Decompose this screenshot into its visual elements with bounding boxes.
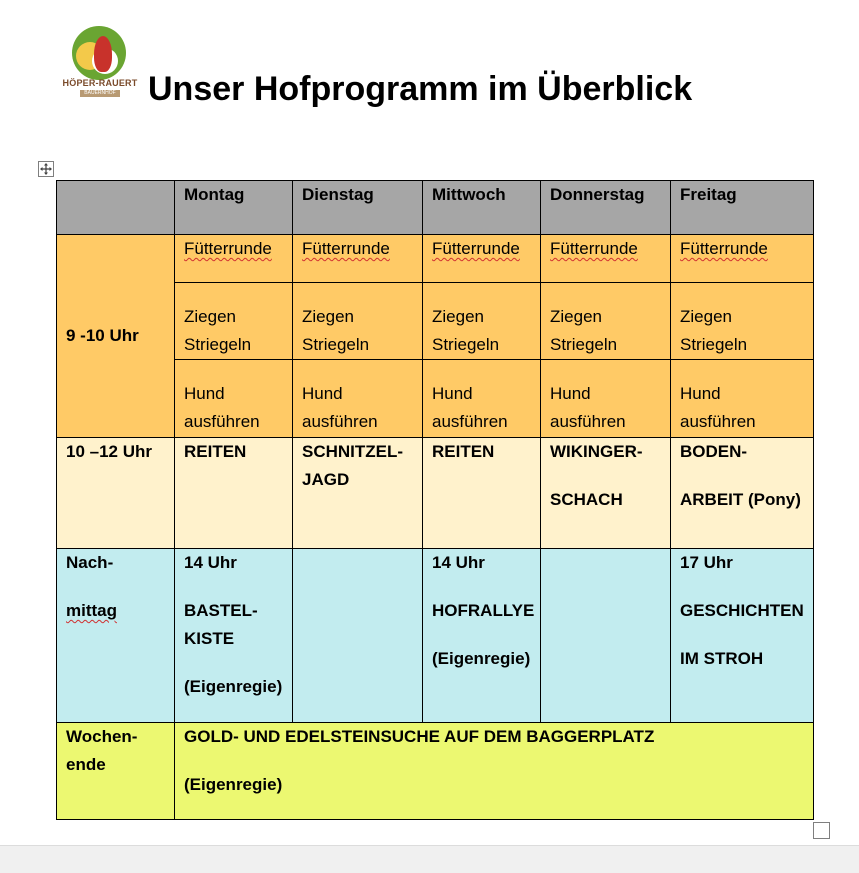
resize-square-icon[interactable] — [813, 822, 830, 839]
activity-cell: GOLD- UND EDELSTEINSUCHE AUF DEM BAGGERPLATZ (Eigenregie) — [175, 723, 814, 820]
logo-emblem — [72, 26, 126, 80]
empty-cell — [293, 549, 423, 723]
activity-cell: SCHNITZEL- JAGD — [293, 438, 423, 549]
row-label-morning: 9 -10 Uhr — [57, 235, 175, 438]
activity-cell: BODEN- ARBEIT (Pony) — [671, 438, 814, 549]
activity-cell: Hund ausführen — [423, 360, 541, 438]
activity-cell: WIKINGER- SCHACH — [541, 438, 671, 549]
table-row — [57, 438, 814, 549]
activity-cell: Fütterrunde — [671, 235, 814, 283]
activity-cell: Ziegen Striegeln — [175, 283, 293, 360]
table-row — [57, 723, 814, 820]
header-day: Freitag — [671, 181, 814, 235]
table-row — [57, 235, 814, 283]
empty-cell — [541, 549, 671, 723]
header-row — [57, 181, 814, 235]
schedule-table — [56, 180, 814, 820]
activity-cell: Ziegen Striegeln — [541, 283, 671, 360]
table-row — [57, 549, 814, 723]
activity-cell: Fütterrunde — [541, 235, 671, 283]
row-label-late-morning: 10 –12 Uhr — [57, 438, 175, 549]
activity-cell: Hund ausführen — [175, 360, 293, 438]
logo-subtitle: BAUERNHOF — [80, 90, 120, 97]
activity-cell: Fütterrunde — [175, 235, 293, 283]
activity-cell: Ziegen Striegeln — [423, 283, 541, 360]
header-day: Donnerstag — [541, 181, 671, 235]
activity-cell: Fütterrunde — [293, 235, 423, 283]
activity-cell: 14 Uhr HOFRALLYE (Eigenregie) — [423, 549, 541, 723]
activity-cell: REITEN — [175, 438, 293, 549]
logo-name: HÖPER-RAUERT — [62, 78, 138, 88]
header-day: Dienstag — [293, 181, 423, 235]
activity-cell: Ziegen Striegeln — [293, 283, 423, 360]
header-day: Mittwoch — [423, 181, 541, 235]
row-label-weekend: Wochen- ende — [57, 723, 175, 820]
status-bar — [0, 845, 859, 873]
activity-cell: Fütterrunde — [423, 235, 541, 283]
move-arrows-icon[interactable] — [38, 161, 54, 177]
header-corner — [57, 181, 175, 235]
activity-cell: REITEN — [423, 438, 541, 549]
page-title: Unser Hofprogramm im Überblick — [148, 70, 693, 108]
activity-cell: Hund ausführen — [541, 360, 671, 438]
activity-cell: 17 Uhr GESCHICHTEN IM STROH — [671, 549, 814, 723]
farm-logo — [60, 26, 140, 102]
activity-cell: 14 Uhr BASTEL- KISTE (Eigenregie) — [175, 549, 293, 723]
activity-cell: Hund ausführen — [293, 360, 423, 438]
row-label-afternoon: Nach- mittag — [57, 549, 175, 723]
header-day: Montag — [175, 181, 293, 235]
activity-cell: Hund ausführen — [671, 360, 814, 438]
activity-cell: Ziegen Striegeln — [671, 283, 814, 360]
